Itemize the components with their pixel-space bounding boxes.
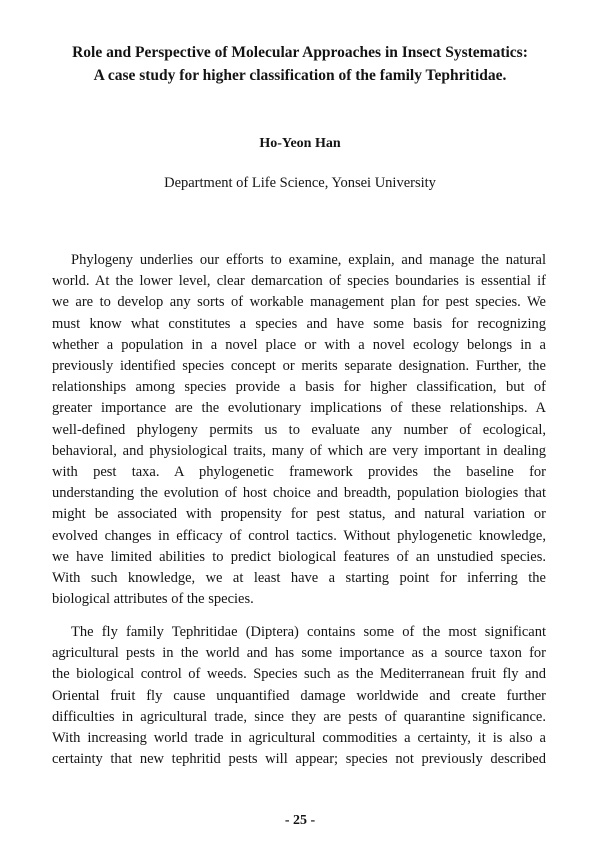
text-line: agricultural pests in the world and has some importance as a source taxon for bbox=[52, 645, 546, 662]
page-number: - 25 - bbox=[284, 813, 316, 828]
text-line: well-defined phylogeny permits us to evaluate any number of ecological, bbox=[52, 421, 546, 438]
text-line: behavioral, and physiological traits, many of which are very important in dealing bbox=[52, 442, 546, 459]
text-line: world. At the lower level, clear demarcation of species boundaries is essential if bbox=[52, 273, 546, 290]
paragraph-phylogeny bbox=[52, 250, 546, 610]
text-line: certainty that new tephritid pests will appear; species not previously described bbox=[52, 751, 546, 768]
title-line-2: A case study for higher classification of the family Tephritidae. bbox=[93, 67, 507, 84]
text-line: With such knowledge, we at least have a starting point for inferring the bbox=[52, 570, 546, 587]
text-line: biological attributes of the species. bbox=[52, 591, 254, 608]
text-line: we have limited abilities to predict biological features of an unstudied species. bbox=[52, 548, 546, 565]
text-line: must know what constitutes a species and have some basis for recognizing bbox=[52, 315, 546, 332]
text-line: With increasing world trade in agricultural commodities a certainty, it is also a bbox=[52, 730, 546, 747]
text-line: we are to develop any sorts of workable management plan for pest species. We bbox=[52, 294, 546, 311]
author-name: Ho-Yeon Han bbox=[259, 136, 341, 151]
text-line: difficulties in agricultural trade, since they are pests of quarantine significance. bbox=[52, 708, 546, 725]
text-line: Oriental fruit fly cause unquantified damage worldwide and create further bbox=[52, 687, 546, 704]
text-line: understanding the evolution of host choice and breadth, population biologies that bbox=[52, 485, 546, 502]
text-line: the biological control of weeds. Species such as the Mediterranean fruit fly and bbox=[52, 666, 546, 683]
text-line: evolved changes in efficacy of control tactics. Without phylogenetic knowledge, bbox=[52, 527, 546, 544]
title-line-1: Role and Perspective of Molecular Approaches in Insect Systematics: bbox=[72, 44, 528, 61]
author-affiliation: Department of Life Science, Yonsei University bbox=[164, 175, 436, 191]
text-line: relationships among species provide a basis for higher classification, but of bbox=[52, 379, 546, 396]
text-line: previously identified species concept or merits separate designation. Further, the bbox=[52, 358, 546, 375]
text-line: whether a population in a novel place or with a novel ecology belongs in a bbox=[52, 336, 546, 353]
text-line: greater importance are the evolutionary implications of these relationships. A bbox=[52, 400, 546, 417]
text-line: might be associated with propensity for pest status, and natural variation or bbox=[52, 506, 546, 523]
paragraph-tephritidae bbox=[52, 622, 546, 770]
text-line: with pest taxa. A phylogenetic framework provides the baseline for bbox=[52, 464, 546, 481]
text-line: Phylogeny underlies our efforts to examine, explain, and manage the natural bbox=[71, 252, 546, 268]
text-line: The fly family Tephritidae (Diptera) contains some of the most significant bbox=[71, 624, 546, 640]
